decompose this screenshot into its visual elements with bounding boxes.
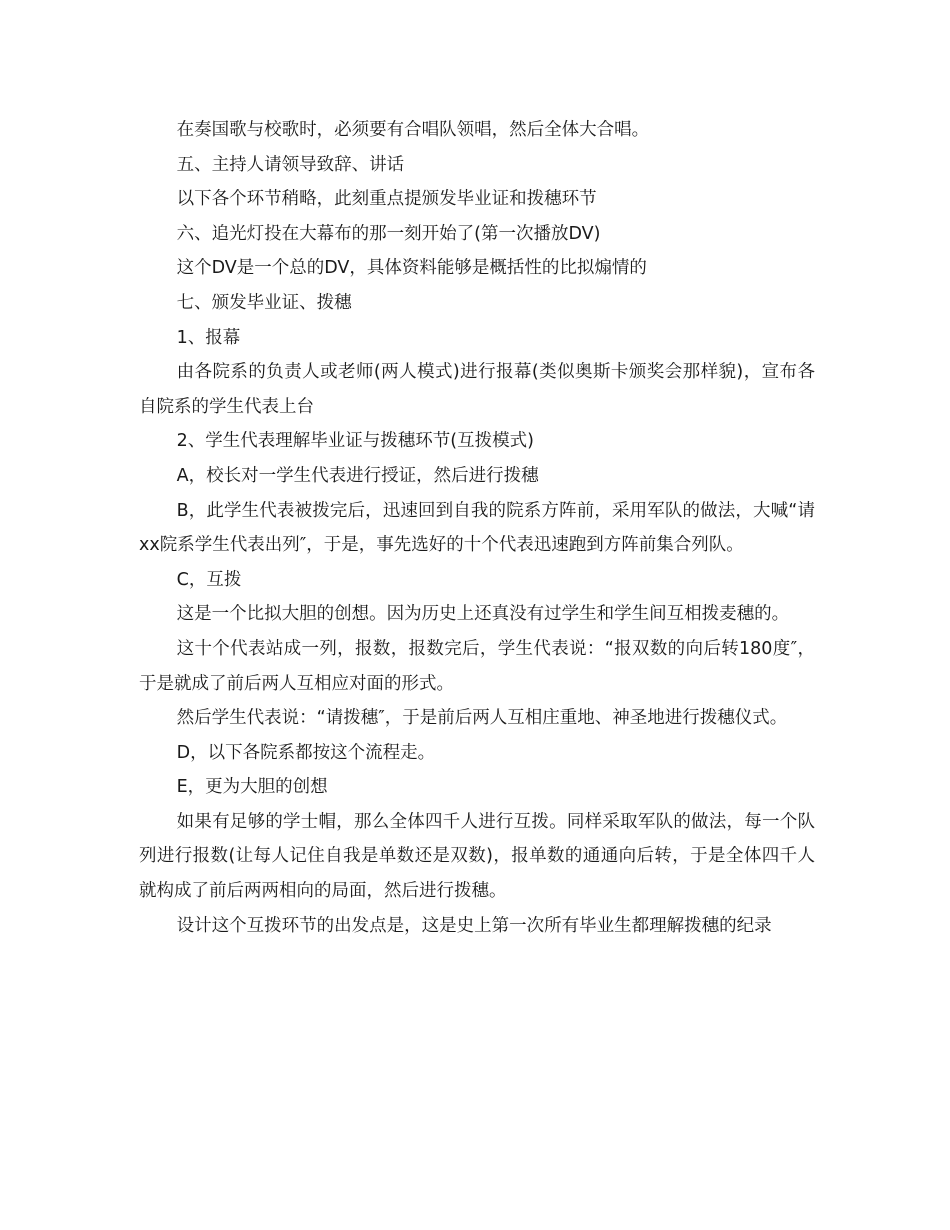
list-item-a: A，校长对一学生代表进行授证，然后进行拨穗 [176, 465, 539, 486]
paragraph: 如果有足够的学士帽，那么全体四千人进行互拨。同样采取军队的做法，每一个队列进行报数(让每人记住自我是单数还是双数)，报单数的通通向后转，于是全体四千人就构成了前后两两相向的局面，然后进行拨穗。 [139, 811, 815, 902]
heading-section-5: 五、主持人请领导致辞、讲话 [176, 154, 405, 175]
paragraph: 由各院系的负责人或老师(两人模式)进行报幕(类似奥斯卡颁奖会那样貌)，宣布各自院系的学生代表上台 [139, 362, 815, 417]
paragraph: 以下各个环节稍略，此刻重点提颁发毕业证和拨穗环节 [176, 189, 597, 210]
subheading-1: 1、报幕 [176, 327, 241, 348]
heading-section-6: 六、追光灯投在大幕布的那一刻开始了(第一次播放DV) [176, 223, 601, 244]
document-body [139, 113, 815, 943]
heading-section-7: 七、颁发毕业证、拨穗 [176, 292, 352, 313]
list-item-e: E，更为大胆的创想 [176, 777, 328, 798]
subheading-2: 2、学生代表理解毕业证与拨穗环节(互拨模式) [176, 431, 534, 452]
paragraph: 在奏国歌与校歌时，必须要有合唱队领唱，然后全体大合唱。 [176, 120, 650, 140]
paragraph: 设计这个互拨环节的出发点是，这是史上第一次所有毕业生都理解拨穗的纪录 [176, 915, 772, 936]
list-item-d: D，以下各院系都按这个流程走。 [176, 742, 436, 763]
paragraph: 这个DV是一个总的DV，具体资料能够是概括性的比拟煽情的 [176, 258, 647, 279]
list-item-b: B，此学生代表被拨完后，迅速回到自我的院系方阵前，采用军队的做法，大喊“请xx院系学生代表出列″，于是，事先选好的十个代表迅速跑到方阵前集合列队。 [139, 500, 815, 556]
paragraph: 然后学生代表说：“请拨穗″，于是前后两人互相庄重地、神圣地进行拨穗仪式。 [176, 708, 788, 729]
paragraph: 这十个代表站成一列，报数，报数完后，学生代表说：“报双数的向后转180度″，于是就成了前后两人互相应对面的形式。 [139, 638, 815, 694]
paragraph: 这是一个比拟大胆的创想。因为历史上还真没有过学生和学生间互相拨麦穗的。 [176, 604, 790, 625]
list-item-c: C，互拨 [176, 569, 242, 590]
